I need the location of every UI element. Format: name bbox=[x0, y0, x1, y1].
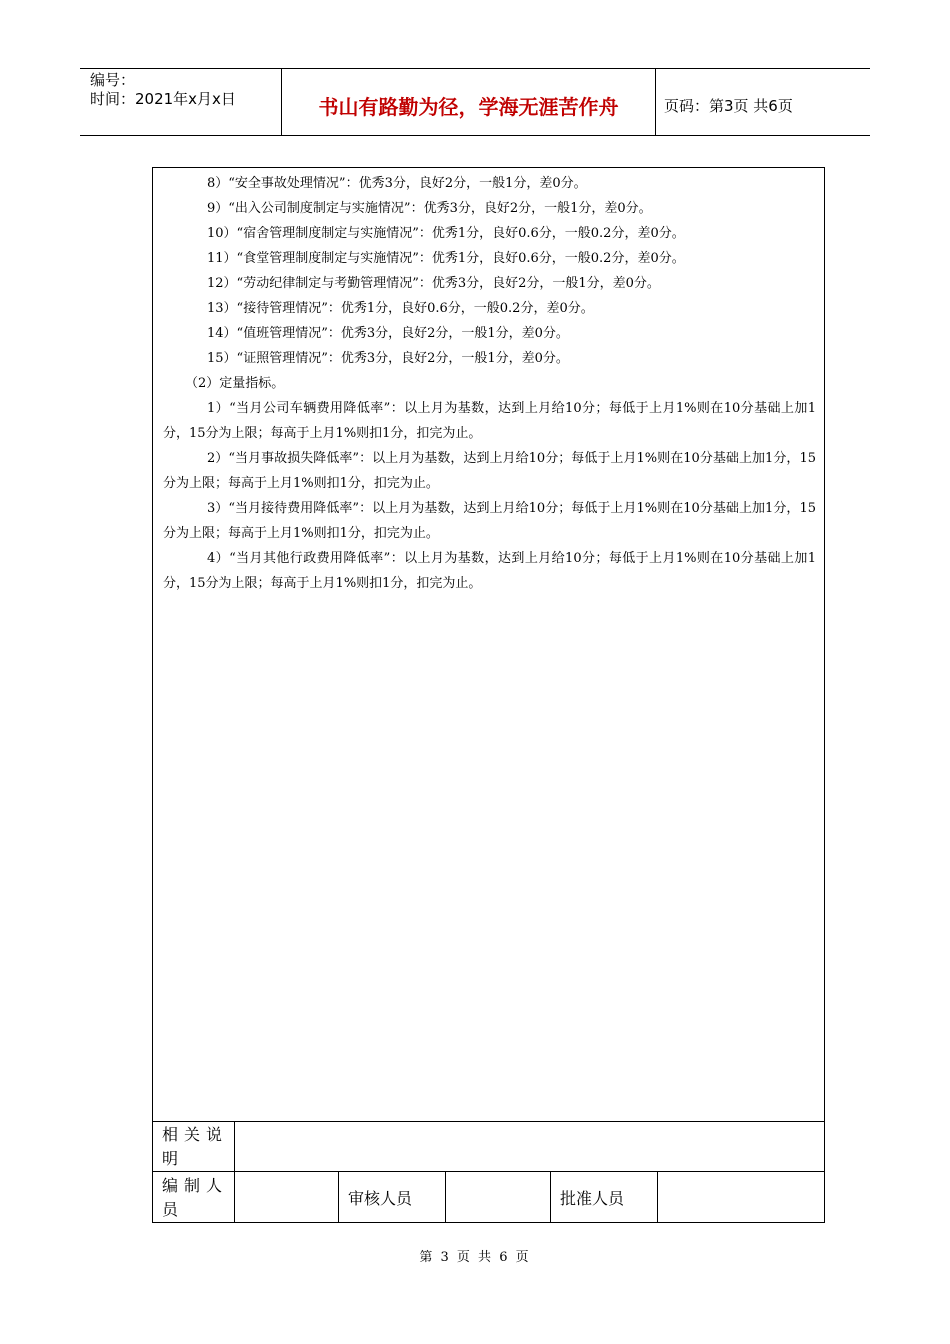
related-notes-value[interactable] bbox=[234, 1122, 824, 1171]
header-slogan: 书山有路勤为径，学海无涯苦作舟 bbox=[282, 69, 656, 135]
quant-item-1: 1）“当月公司车辆费用降低率”：以上月为基数，达到上月给10分；每低于上月1%则在10分基础上加1分，15分为上限；每高于上月1%则扣1分，扣完为止。 bbox=[163, 401, 816, 441]
signature-row bbox=[153, 1171, 824, 1223]
item-12: 12）“劳动纪律制定与考勤管理情况”：优秀3分，良好2分，一般1分，差0分。 bbox=[207, 276, 660, 291]
header-meta bbox=[80, 69, 282, 135]
page-header bbox=[80, 68, 870, 136]
quant-item-2: 2）“当月事故损失降低率”：以上月为基数，达到上月给10分；每低于上月1%则在10分基础上加1分，15分为上限；每高于上月1%则扣1分，扣完为止。 bbox=[163, 451, 816, 491]
number-label: 编号： bbox=[90, 71, 136, 89]
reviewer-value[interactable] bbox=[445, 1172, 550, 1223]
item-11: 11）“食堂管理制度制定与实施情况”：优秀1分，良好0.6分，一般0.2分，差0分。 bbox=[207, 251, 685, 266]
reviewer-label: 审核人员 bbox=[338, 1172, 445, 1223]
item-10: 10）“宿舍管理制度制定与实施情况”：优秀1分，良好0.6分，一般0.2分，差0分。 bbox=[207, 226, 685, 241]
section-2-title: （2）定量指标。 bbox=[185, 376, 285, 391]
item-9: 9）“出入公司制度制定与实施情况”：优秀3分，良好2分，一般1分，差0分。 bbox=[207, 201, 652, 216]
quant-item-3: 3）“当月接待费用降低率”：以上月为基数，达到上月给10分；每低于上月1%则在10分基础上加1分，15分为上限；每高于上月1%则扣1分，扣完为止。 bbox=[163, 501, 816, 541]
header-page-code: 页码：第3页 共6页 bbox=[664, 96, 793, 115]
author-value[interactable] bbox=[234, 1172, 338, 1223]
quant-item-4: 4）“当月其他行政费用降低率”：以上月为基数，达到上月给10分；每低于上月1%则在10分基础上加1分，15分为上限；每高于上月1%则扣1分，扣完为止。 bbox=[163, 551, 816, 591]
document-body-box bbox=[152, 167, 825, 1223]
item-15: 15）“证照管理情况”：优秀3分，良好2分，一般1分，差0分。 bbox=[207, 351, 569, 366]
item-13: 13）“接待管理情况”：优秀1分，良好0.6分，一般0.2分，差0分。 bbox=[207, 301, 594, 316]
related-notes-label: 相关说 明 bbox=[162, 1124, 229, 1168]
related-notes-row bbox=[153, 1121, 824, 1171]
content-text bbox=[163, 171, 816, 596]
approver-value[interactable] bbox=[657, 1172, 824, 1223]
approver-label: 批准人员 bbox=[550, 1172, 657, 1223]
page-footer: 第 3 页 共 6 页 bbox=[419, 1250, 531, 1265]
author-label: 编制人 员 bbox=[162, 1175, 229, 1219]
item-8: 8）“安全事故处理情况”：优秀3分，良好2分，一般1分，差0分。 bbox=[207, 176, 587, 191]
item-14: 14）“值班管理情况”：优秀3分，良好2分，一般1分，差0分。 bbox=[207, 326, 569, 341]
time-label: 时间：2021年x月x日 bbox=[90, 90, 236, 108]
